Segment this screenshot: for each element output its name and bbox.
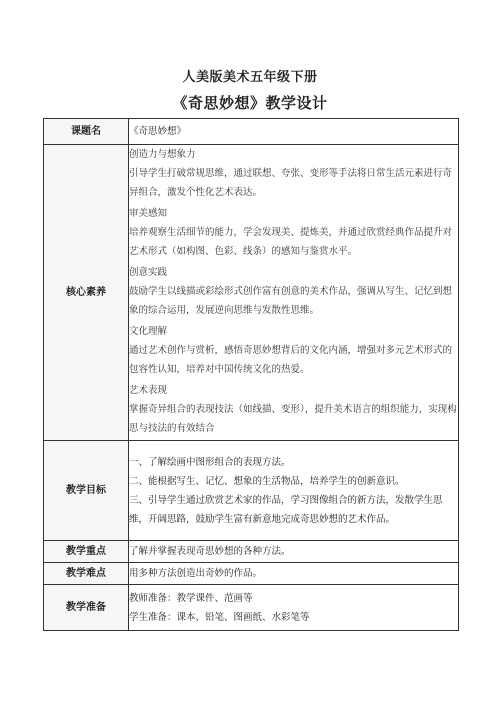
topic-value: 《奇思妙想》 (129, 119, 459, 145)
objective-item: 一、了解绘画中图形组合的表现方法。 (129, 456, 291, 468)
document-title: 《奇思妙想》教学设计 (172, 94, 328, 112)
preparation-item: 学生准备：课本、铅笔、图画纸、水彩笔等 (129, 611, 310, 623)
difficulty-value: 用多种方法创造出奇妙的作品。 (129, 563, 459, 585)
objective-item: 二、能根据写生、记忆、想象的生活物品，培养学生的创新意识。 (129, 475, 405, 487)
literacy-item (129, 322, 458, 379)
literacy-item-text: 引导学生打破常规思维，通过联想、夸张、变形等手法将日常生活元素进行奇异组合，激发个性化艺术表达。 (129, 168, 453, 198)
core-literacy-label: 核心素养 (44, 145, 129, 441)
table-row-topic (44, 119, 459, 145)
key-point-label: 教学重点 (44, 541, 129, 563)
literacy-item-heading: 艺术表现 (129, 385, 168, 396)
literacy-item-heading: 审美感知 (129, 208, 168, 219)
core-literacy-content (129, 145, 459, 441)
literacy-item-heading: 创造力与想象力 (129, 149, 196, 160)
key-point-value: 了解并掌握表现奇思妙想的各种方法。 (129, 541, 459, 563)
preparation-item: 教师准备：教学课件、范画等 (129, 592, 253, 604)
lesson-plan-table (43, 118, 459, 631)
objective-item: 三、引导学生通过欣赏艺术家的作品，学习图像组合的新方法，发散学生思维，开阔思路，鼓励学生富有新意地完成奇思妙想的艺术作品。 (129, 494, 443, 525)
table-row-key-point (44, 541, 459, 563)
difficulty-label: 教学难点 (44, 563, 129, 585)
literacy-item-text: 掌握奇异组合的表现技法（如线描、变形），提升美术语言的组织能力，实现构思与技法的有效结合 (129, 404, 457, 434)
literacy-item-text: 培养观察生活细节的能力，学会发现美、提炼美，并通过欣赏经典作品提升对艺术形式（如构图、色彩、线条）的感知与鉴赏水平。 (129, 227, 453, 257)
literacy-item (129, 263, 458, 320)
literacy-item (129, 145, 458, 202)
table-row-objectives (44, 441, 459, 541)
objectives-label: 教学目标 (44, 441, 129, 541)
table-row-difficulty (44, 563, 459, 585)
literacy-item-text: 鼓励学生以线描或彩绘形式创作富有创意的美术作品，强调从写生、记忆到想象的综合运用，发展逆向思维与发散性思维。 (129, 286, 453, 316)
literacy-item-text: 通过艺术创作与赏析，感悟奇思妙想背后的文化内涵，增强对多元艺术形式的包容性认知，培养对中国传统文化的热爱。 (129, 345, 453, 375)
objectives-content (129, 441, 459, 541)
literacy-item-heading: 文化理解 (129, 326, 168, 337)
preparation-label: 教学准备 (44, 585, 129, 631)
literacy-item (129, 204, 458, 261)
literacy-item-heading: 创意实践 (129, 267, 168, 278)
document-subtitle: 人美版美术五年级下册 (182, 70, 318, 85)
literacy-item (129, 381, 458, 438)
table-row-preparation (44, 585, 459, 631)
preparation-content (129, 585, 459, 631)
table-row-core-literacy (44, 145, 459, 441)
topic-label: 课题名 (44, 119, 129, 145)
